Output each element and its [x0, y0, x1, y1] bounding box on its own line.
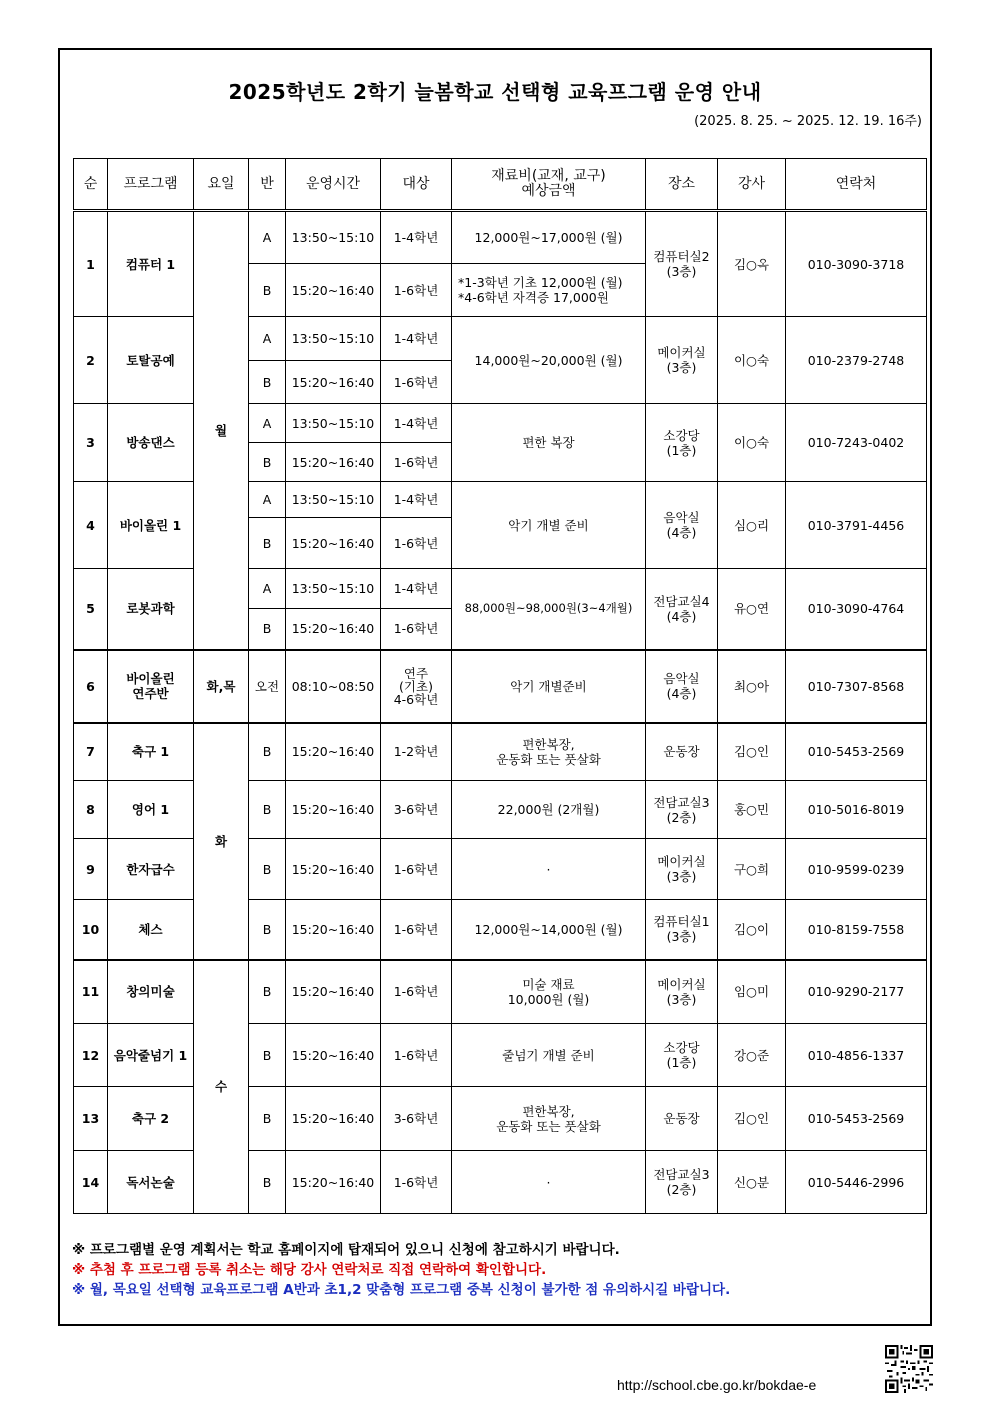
target-line2: (기초) [399, 678, 433, 694]
row-no: 14 [74, 1151, 108, 1214]
row-ban: B [249, 723, 286, 781]
place-line2: (3층) [666, 929, 697, 945]
row-cost [452, 264, 646, 317]
row-place [646, 317, 718, 404]
row-day: 화 [194, 723, 249, 960]
row-no: 8 [74, 781, 108, 839]
row-program: 한자급수 [108, 839, 194, 900]
row-program: 방송댄스 [108, 404, 194, 482]
row-target: 1-6학년 [381, 960, 452, 1024]
cost-line2: 운동화 또는 풋살화 [496, 1118, 601, 1134]
row-ban: B [249, 264, 286, 317]
row-target: 1-6학년 [381, 839, 452, 900]
place-line1: 소강당 [663, 427, 700, 443]
row-teacher: 김○인 [718, 1087, 786, 1151]
row-contact: 010-3090-4764 [786, 569, 927, 650]
row-no: 9 [74, 839, 108, 900]
program-table [73, 158, 927, 1214]
header-program: 프로그램 [108, 159, 194, 211]
row-cost: 22,000원 (2개월) [452, 781, 646, 839]
row-place [646, 1151, 718, 1214]
row-cost [452, 1087, 646, 1151]
header-target: 대상 [381, 159, 452, 211]
row-cost: 편한 복장 [452, 404, 646, 482]
row-place [646, 404, 718, 482]
row-program: 체스 [108, 900, 194, 960]
place-line2: (4층) [666, 686, 697, 701]
row-cost: · [452, 839, 646, 900]
row-target: 1-6학년 [381, 518, 452, 569]
note-duplicate: ※ 월, 목요일 선택형 교육프로그램 A반과 초1,2 맞춤형 프로그램 중복 신청이 불가한 점 유의하시길 바랍니다. [72, 1282, 731, 1298]
row-contact: 010-4856-1337 [786, 1024, 927, 1087]
row-ban: B [249, 1151, 286, 1214]
row-program: 음악줄넘기 1 [108, 1024, 194, 1087]
row-teacher: 이○숙 [718, 404, 786, 482]
header-contact: 연락처 [786, 159, 927, 211]
row-place: 운동장 [646, 1087, 718, 1151]
row-target: 1-6학년 [381, 900, 452, 960]
row-contact: 010-9290-2177 [786, 960, 927, 1024]
row-cost: 악기 개별준비 [452, 650, 646, 723]
place-line1: 컴퓨터실2 [653, 249, 710, 264]
row-no: 6 [74, 650, 108, 723]
cost-line2: *4-6학년 자격증 17,000원 [458, 290, 609, 305]
row-place [646, 211, 718, 317]
row-place [646, 650, 718, 723]
place-line2: (4층) [666, 608, 697, 624]
row-time: 15:20~16:40 [286, 264, 381, 317]
row-teacher: 홍○민 [718, 781, 786, 839]
row-place [646, 781, 718, 839]
row-time: 15:20~16:40 [286, 900, 381, 960]
row-place [646, 482, 718, 569]
row-time: 15:20~16:40 [286, 443, 381, 482]
footer-url[interactable]: http://school.cbe.go.kr/bokdae-e [617, 1377, 817, 1393]
row-ban: 오전 [249, 650, 286, 723]
row-contact: 010-5016-8019 [786, 781, 927, 839]
row-contact: 010-7243-0402 [786, 404, 927, 482]
place-line2: (3층) [666, 991, 697, 1007]
row-time: 13:50~15:10 [286, 404, 381, 443]
header-teacher: 강사 [718, 159, 786, 211]
row-target: 1-4학년 [381, 569, 452, 609]
table-row [74, 650, 927, 723]
notes [72, 1240, 730, 1300]
place-line2: (1층) [666, 1055, 697, 1070]
place-line1: 음악실 [663, 510, 700, 525]
row-contact: 010-2379-2748 [786, 317, 927, 404]
row-time: 15:20~16:40 [286, 1087, 381, 1151]
place-line1: 메이커실 [657, 345, 706, 360]
row-teacher: 신○분 [718, 1151, 786, 1214]
row-time: 15:20~16:40 [286, 960, 381, 1024]
row-time: 08:10~08:50 [286, 650, 381, 723]
row-day: 수 [194, 960, 249, 1214]
row-ban: A [249, 404, 286, 443]
header-place: 장소 [646, 159, 718, 211]
row-contact: 010-5446-2996 [786, 1151, 927, 1214]
document-frame [58, 48, 932, 1326]
place-line2: (1층) [666, 442, 697, 458]
row-cost: 14,000원~20,000원 (월) [452, 317, 646, 404]
cost-line1: 편한복장, [522, 736, 575, 752]
row-contact: 010-8159-7558 [786, 900, 927, 960]
row-teacher: 김○옥 [718, 211, 786, 317]
table-row [74, 723, 927, 781]
row-no: 5 [74, 569, 108, 650]
row-contact: 010-5453-2569 [786, 1087, 927, 1151]
row-target: 3-6학년 [381, 1087, 452, 1151]
row-teacher: 이○숙 [718, 317, 786, 404]
row-ban: A [249, 569, 286, 609]
row-teacher: 임○미 [718, 960, 786, 1024]
row-target: 1-6학년 [381, 443, 452, 482]
row-program: 바이올린 1 [108, 482, 194, 569]
header-cost-line1: 재료비(교재, 교구) [491, 168, 606, 184]
row-place [646, 569, 718, 650]
row-no: 12 [74, 1024, 108, 1087]
row-teacher: 유○연 [718, 569, 786, 650]
row-no: 11 [74, 960, 108, 1024]
place-line1: 전담교실4 [653, 593, 710, 609]
cost-line2: 운동화 또는 풋살화 [496, 751, 601, 767]
row-target: 1-4학년 [381, 404, 452, 443]
row-cost: 88,000원~98,000원(3~4개월) [452, 569, 646, 650]
row-target: 1-4학년 [381, 211, 452, 264]
row-contact: 010-3090-3718 [786, 211, 927, 317]
row-place: 운동장 [646, 723, 718, 781]
row-day: 화,목 [194, 650, 249, 723]
row-cost [452, 723, 646, 781]
row-target: 3-6학년 [381, 781, 452, 839]
row-teacher: 심○리 [718, 482, 786, 569]
program-line2: 연주반 [132, 686, 169, 701]
note-cancel: ※ 추첨 후 프로그램 등록 취소는 해당 강사 연락처로 직접 연락하여 확인합니다. [72, 1262, 547, 1278]
row-cost [452, 960, 646, 1024]
row-contact: 010-7307-8568 [786, 650, 927, 723]
row-time: 15:20~16:40 [286, 609, 381, 650]
row-ban: B [249, 609, 286, 650]
row-time: 15:20~16:40 [286, 1024, 381, 1087]
place-line1: 전담교실3 [653, 794, 710, 810]
row-no: 2 [74, 317, 108, 404]
row-target: 1-6학년 [381, 609, 452, 650]
place-line1: 컴퓨터실1 [653, 914, 710, 930]
row-program: 축구 1 [108, 723, 194, 781]
row-ban: A [249, 211, 286, 264]
place-line1: 메이커실 [657, 976, 706, 992]
row-ban: B [249, 839, 286, 900]
header-time: 운영시간 [286, 159, 381, 211]
note-homepage: ※ 프로그램별 운영 계획서는 학교 홈페이지에 탑재되어 있으니 신청에 참고하시기 바랍니다. [72, 1242, 620, 1258]
row-target: 1-4학년 [381, 317, 452, 361]
cost-line1: 편한복장, [522, 1103, 575, 1119]
row-teacher: 강○준 [718, 1024, 786, 1087]
row-time: 13:50~15:10 [286, 317, 381, 361]
table-row [74, 211, 927, 264]
row-program: 독서논술 [108, 1151, 194, 1214]
row-contact: 010-9599-0239 [786, 839, 927, 900]
header-ban: 반 [249, 159, 286, 211]
header-day: 요일 [194, 159, 249, 211]
row-cost: · [452, 1151, 646, 1214]
row-teacher: 김○인 [718, 723, 786, 781]
row-time: 13:50~15:10 [286, 569, 381, 609]
row-ban: A [249, 482, 286, 518]
row-cost: 12,000원~14,000원 (월) [452, 900, 646, 960]
row-time: 15:20~16:40 [286, 518, 381, 569]
row-cost: 악기 개별 준비 [452, 482, 646, 569]
place-line2: (3층) [666, 360, 697, 375]
row-ban: A [249, 317, 286, 361]
row-time: 15:20~16:40 [286, 361, 381, 404]
row-ban: B [249, 1087, 286, 1151]
target-line1: 연주 [403, 665, 429, 681]
header-row [74, 159, 927, 211]
place-line2: (3층) [666, 869, 697, 884]
row-teacher: 김○이 [718, 900, 786, 960]
cost-line1: 미술 재료 [522, 976, 575, 992]
row-no: 3 [74, 404, 108, 482]
row-no: 13 [74, 1087, 108, 1151]
row-teacher: 구○희 [718, 839, 786, 900]
cost-line2: 10,000원 (월) [507, 991, 590, 1007]
row-target: 1-6학년 [381, 1151, 452, 1214]
row-target: 1-6학년 [381, 264, 452, 317]
row-time: 15:20~16:40 [286, 839, 381, 900]
place-line2: (3층) [666, 264, 697, 279]
cost-line1: *1-3학년 기초 12,000원 (월) [458, 275, 623, 290]
table-row [74, 960, 927, 1024]
place-line1: 메이커실 [657, 854, 706, 869]
row-teacher: 최○아 [718, 650, 786, 723]
row-ban: B [249, 900, 286, 960]
row-ban: B [249, 1024, 286, 1087]
row-program: 컴퓨터 1 [108, 211, 194, 317]
row-target: 1-6학년 [381, 1024, 452, 1087]
row-time: 15:20~16:40 [286, 781, 381, 839]
row-time: 15:20~16:40 [286, 1151, 381, 1214]
program-line1: 바이올린 [126, 671, 175, 686]
row-cost: 12,000원~17,000원 (월) [452, 211, 646, 264]
row-time: 15:20~16:40 [286, 723, 381, 781]
row-target: 1-6학년 [381, 361, 452, 404]
row-place [646, 839, 718, 900]
row-time: 13:50~15:10 [286, 482, 381, 518]
row-day: 월 [194, 211, 249, 650]
row-program: 창의미술 [108, 960, 194, 1024]
place-line2: (2층) [666, 809, 697, 825]
row-ban: B [249, 361, 286, 404]
row-ban: B [249, 518, 286, 569]
row-program: 영어 1 [108, 781, 194, 839]
row-program: 축구 2 [108, 1087, 194, 1151]
header-cost [452, 159, 646, 211]
row-contact: 010-3791-4456 [786, 482, 927, 569]
place-line1: 음악실 [663, 671, 700, 686]
qr-code-icon [885, 1345, 933, 1393]
row-cost: 줄넘기 개별 준비 [452, 1024, 646, 1087]
row-ban: B [249, 960, 286, 1024]
row-contact: 010-5453-2569 [786, 723, 927, 781]
row-place [646, 960, 718, 1024]
target-line3: 4-6학년 [393, 691, 439, 707]
place-line2: (2층) [666, 1182, 697, 1197]
row-target: 1-4학년 [381, 482, 452, 518]
row-program: 토탈공예 [108, 317, 194, 404]
place-line1: 전담교실3 [653, 1167, 710, 1182]
row-time: 13:50~15:10 [286, 211, 381, 264]
row-place [646, 900, 718, 960]
row-place [646, 1024, 718, 1087]
row-program [108, 650, 194, 723]
header-cost-line2: 예상금액 [521, 183, 576, 199]
place-line1: 소강당 [663, 1040, 700, 1055]
row-no: 10 [74, 900, 108, 960]
page-title: 2025학년도 2학기 늘봄학교 선택형 교육프그램 운영 안내 [228, 80, 762, 104]
row-no: 4 [74, 482, 108, 569]
row-ban: B [249, 781, 286, 839]
row-no: 1 [74, 211, 108, 317]
period: (2025. 8. 25. ~ 2025. 12. 19. 16주) [694, 114, 922, 129]
row-target: 1-2학년 [381, 723, 452, 781]
row-program: 로봇과학 [108, 569, 194, 650]
row-target [381, 650, 452, 723]
row-ban: B [249, 443, 286, 482]
row-no: 7 [74, 723, 108, 781]
place-line2: (4층) [666, 525, 697, 540]
header-no: 순 [74, 159, 108, 211]
